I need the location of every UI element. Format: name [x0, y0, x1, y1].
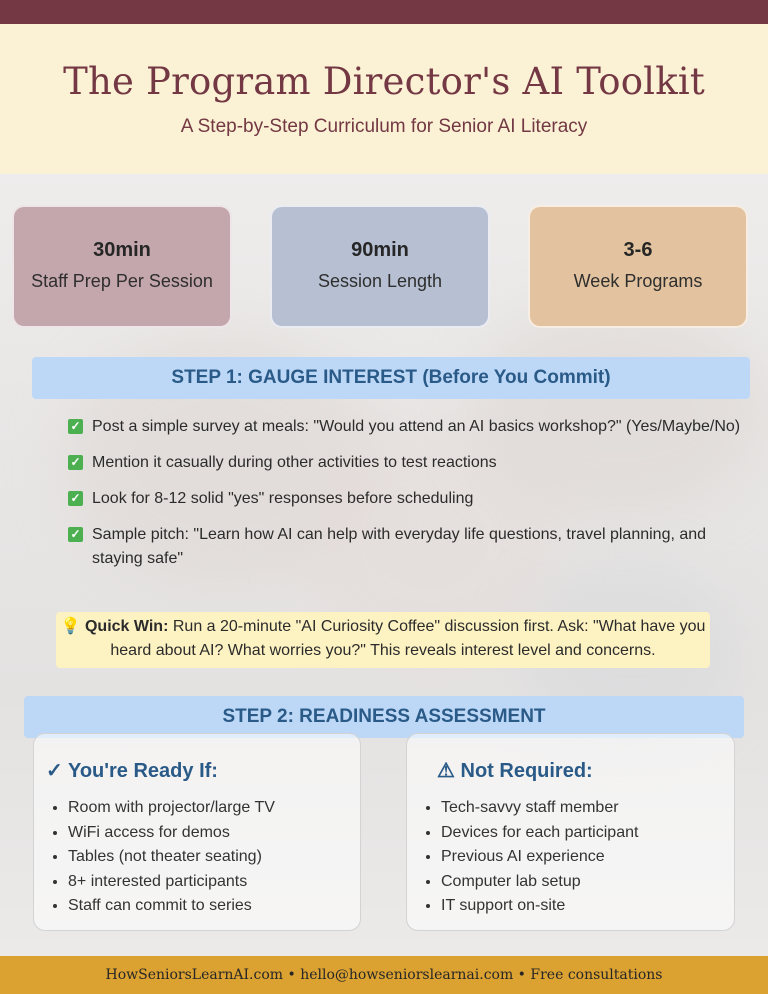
ready-card — [33, 733, 361, 931]
step1-checklist — [68, 415, 758, 571]
checkbox-checked-icon: ✓ — [68, 455, 83, 470]
quick-win-callout — [56, 612, 710, 668]
list-item: • Devices for each participant — [441, 821, 638, 846]
list-item: • Room with projector/large TV — [68, 796, 275, 821]
list-item: • Tech-savvy staff member — [441, 796, 638, 821]
stat-value: 3-6 — [623, 239, 653, 261]
lightbulb-icon: 💡 — [60, 618, 81, 635]
stat-card-session-length — [270, 205, 490, 328]
stat-label: Staff Prep Per Session — [31, 271, 213, 291]
stat-value: 30min — [93, 239, 151, 261]
ready-list — [48, 796, 275, 919]
not-required-title: ⚠ Not Required: — [437, 760, 593, 782]
step2-heading: STEP 2: READINESS ASSESSMENT — [24, 696, 744, 738]
list-item-text: Post a simple survey at meals: "Would you attend an AI basics workshop?" (Yes/Maybe/No) — [92, 418, 741, 435]
list-item: • WiFi access for demos — [68, 821, 275, 846]
step1-heading: STEP 1: GAUGE INTEREST (Before You Commit) — [32, 357, 750, 399]
checkbox-checked-icon: ✓ — [68, 527, 83, 542]
list-item: • 8+ interested participants — [68, 870, 275, 895]
list-item: • IT support on-site — [441, 894, 638, 919]
list-item: • Previous AI experience — [441, 845, 638, 870]
warning-icon: ⚠ — [437, 760, 455, 782]
checkbox-checked-icon: ✓ — [68, 419, 83, 434]
stat-card-prep — [12, 205, 232, 328]
ready-title: ✓ You're Ready If: — [46, 760, 218, 782]
page-title: The Program Director's AI Toolkit — [63, 60, 705, 103]
quick-win-text: Run a 20-minute "AI Curiosity Coffee" discussion first. Ask: "What have you heard about AI? What worries you?" This reveals interest level and concerns. — [110, 618, 706, 659]
checkbox-checked-icon: ✓ — [68, 491, 83, 506]
list-item — [68, 523, 758, 571]
stat-label: Session Length — [317, 271, 443, 291]
stat-label: Week Programs — [573, 271, 703, 291]
list-item — [68, 451, 758, 475]
stat-card-weeks — [528, 205, 748, 328]
header-banner — [0, 24, 768, 174]
not-required-list — [421, 796, 638, 919]
stat-value: 90min — [351, 239, 409, 261]
page-subtitle: A Step-by-Step Curriculum for Senior AI Literacy — [180, 116, 588, 137]
top-bar — [0, 0, 768, 24]
list-item: • Staff can commit to series — [68, 894, 275, 919]
list-item: • Computer lab setup — [441, 870, 638, 895]
list-item-text: Look for 8-12 solid "yes" responses before scheduling — [92, 490, 474, 507]
list-item-text: Mention it casually during other activities to test reactions — [92, 454, 497, 471]
list-item: • Tables (not theater seating) — [68, 845, 275, 870]
quick-win-label: Quick Win: — [84, 618, 169, 635]
not-required-card — [406, 733, 735, 931]
list-item — [68, 487, 758, 511]
list-item — [68, 415, 758, 439]
footer-bar: HowSeniorsLearnAI.com • hello@howseniorslearnai.com • Free consultations — [0, 956, 768, 994]
list-item-text: Sample pitch: "Learn how AI can help with everyday life questions, travel planning, and staying safe" — [92, 526, 707, 567]
checkmark-icon: ✓ — [46, 760, 63, 782]
